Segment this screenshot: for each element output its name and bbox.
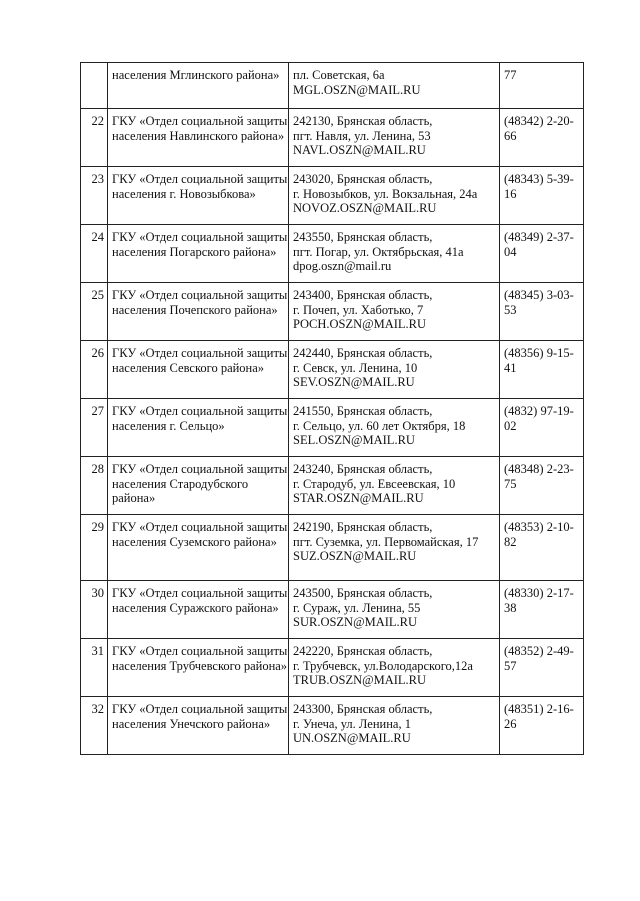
address-cell [289, 283, 500, 341]
address-cell-line: NAVL.OSZN@MAIL.RU [293, 143, 426, 157]
organization-cell-line: населения Трубчевского района» [112, 658, 288, 673]
address-cell-line: NOVOZ.OSZN@MAIL.RU [293, 201, 437, 215]
phone-cell-line: (48345) 3-03- [504, 288, 574, 302]
address-cell-line: 243020, Брянская область, [293, 172, 433, 186]
organization-cell-line: ГКУ «Отдел социальной защиты [112, 230, 288, 244]
organization-cell-line: ГКУ «Отдел социальной защиты [112, 586, 288, 600]
phone-cell-line: (48330) 2-17- [504, 586, 574, 600]
organization-cell-line: населения Мглинского района» [112, 68, 280, 82]
phone-cell-line: (48348) 2-23- [504, 462, 574, 476]
row-number: 22 [81, 109, 108, 167]
address-cell-line: SUZ.OSZN@MAIL.RU [293, 549, 417, 563]
organization-cell-line: ГКУ «Отдел социальной защиты [112, 172, 288, 186]
phone-cell-line: 53 [504, 302, 517, 317]
address-cell-line: 241550, Брянская область, [293, 404, 433, 418]
table-body [81, 63, 584, 755]
phone-cell [500, 341, 584, 399]
address-cell [289, 167, 500, 225]
organization-cell-line: населения Почепского района» [112, 302, 278, 317]
phone-cell [500, 639, 584, 697]
address-cell-line: 243550, Брянская область, [293, 230, 433, 244]
organization-cell-line: населения Суражского района» [112, 600, 279, 615]
phone-cell [500, 515, 584, 581]
table-row [81, 515, 584, 581]
organization-cell [108, 581, 289, 639]
table-row [81, 399, 584, 457]
organization-cell-line: ГКУ «Отдел социальной защиты [112, 288, 288, 302]
table-row [81, 639, 584, 697]
phone-cell-line: 26 [504, 716, 517, 731]
organization-cell-line: района» [112, 491, 156, 505]
organization-cell [108, 515, 289, 581]
address-cell-line: г. Трубчевск, ул.Володарского,12а [293, 658, 473, 673]
address-cell-line: SEL.OSZN@MAIL.RU [293, 433, 415, 447]
address-cell-line: dpog.oszn@mail.ru [293, 259, 392, 273]
address-cell-line: 242440, Брянская область, [293, 346, 433, 360]
row-number: 25 [81, 283, 108, 341]
phone-cell-line: (48342) 2-20- [504, 114, 574, 128]
table-row [81, 697, 584, 755]
phone-cell [500, 399, 584, 457]
organization-cell-line: ГКУ «Отдел социальной защиты [112, 644, 288, 658]
phone-cell-line: (48351) 2-16- [504, 702, 574, 716]
table-row [81, 581, 584, 639]
address-cell-line: STAR.OSZN@MAIL.RU [293, 491, 424, 505]
table-row [81, 109, 584, 167]
phone-cell-line: (48343) 5-39- [504, 172, 574, 186]
organization-cell-line: населения Суземского района» [112, 534, 277, 549]
organization-cell [108, 639, 289, 697]
table-row [81, 341, 584, 399]
address-cell-line: 242130, Брянская область, [293, 114, 433, 128]
organization-cell-line: ГКУ «Отдел социальной защиты [112, 520, 288, 534]
phone-cell-line: 57 [504, 658, 517, 673]
address-cell [289, 63, 500, 109]
organization-cell-line: населения Погарского района» [112, 244, 277, 259]
phone-cell-line: 02 [504, 418, 517, 433]
organization-cell-line: ГКУ «Отдел социальной защиты [112, 404, 288, 418]
organization-cell [108, 399, 289, 457]
address-cell-line: UN.OSZN@MAIL.RU [293, 731, 411, 745]
organization-cell-line: ГКУ «Отдел социальной защиты [112, 462, 288, 476]
organization-cell-line: населения г. Сельцо» [112, 418, 225, 433]
address-cell-line: TRUB.OSZN@MAIL.RU [293, 673, 427, 687]
address-cell [289, 399, 500, 457]
address-cell [289, 225, 500, 283]
organization-cell-line: ГКУ «Отдел социальной защиты [112, 114, 288, 128]
phone-cell-line: (48349) 2-37- [504, 230, 574, 244]
organization-cell-line: ГКУ «Отдел социальной защиты [112, 702, 288, 716]
address-cell-line: г. Стародуб, ул. Евсеевская, 10 [293, 476, 456, 491]
social-protection-offices-table [80, 62, 584, 755]
phone-cell-line: (48352) 2-49- [504, 644, 574, 658]
phone-cell [500, 581, 584, 639]
phone-cell-line: 66 [504, 128, 517, 143]
address-cell-line: пгт. Погар, ул. Октябрьская, 41а [293, 244, 464, 259]
phone-cell-line: (4832) 97-19- [504, 404, 574, 418]
organization-cell-line: населения Стародубского [112, 476, 249, 491]
table-row [81, 283, 584, 341]
address-cell [289, 457, 500, 515]
row-number: 26 [81, 341, 108, 399]
row-number: 31 [81, 639, 108, 697]
address-cell-line: MGL.OSZN@MAIL.RU [293, 82, 421, 97]
phone-cell-line: (48353) 2-10- [504, 520, 574, 534]
organization-cell-line: населения Унечского района» [112, 716, 271, 731]
row-number: 28 [81, 457, 108, 515]
address-cell [289, 341, 500, 399]
phone-cell [500, 225, 584, 283]
row-number: 24 [81, 225, 108, 283]
address-cell-line: г. Новозыбков, ул. Вокзальная, 24а [293, 186, 478, 201]
address-cell-line: г. Севск, ул. Ленина, 10 [293, 360, 418, 375]
organization-cell-line: населения Навлинского района» [112, 128, 285, 143]
phone-cell [500, 697, 584, 755]
organization-cell-line: населения г. Новозыбкова» [112, 186, 256, 201]
address-cell-line: 243500, Брянская область, [293, 586, 433, 600]
address-cell-line: г. Почеп, ул. Хаботько, 7 [293, 302, 424, 317]
phone-cell-line: 77 [504, 68, 517, 82]
address-cell [289, 639, 500, 697]
address-cell-line: пл. Советская, 6а [293, 68, 385, 82]
address-cell-line: г. Сураж, ул. Ленина, 55 [293, 600, 421, 615]
phone-cell [500, 109, 584, 167]
organization-cell [108, 341, 289, 399]
address-cell-line: 243300, Брянская область, [293, 702, 433, 716]
organization-cell [108, 63, 289, 109]
phone-cell-line: 75 [504, 476, 517, 491]
organization-cell-line: ГКУ «Отдел социальной защиты [112, 346, 288, 360]
phone-cell [500, 283, 584, 341]
address-cell-line: пгт. Суземка, ул. Первомайская, 17 [293, 534, 479, 549]
table-row [81, 63, 584, 109]
organization-cell [108, 109, 289, 167]
row-number [81, 63, 108, 109]
address-cell-line: 243240, Брянская область, [293, 462, 433, 476]
table-row [81, 457, 584, 515]
row-number: 23 [81, 167, 108, 225]
address-cell-line: SUR.OSZN@MAIL.RU [293, 615, 418, 629]
phone-cell [500, 63, 584, 109]
phone-cell-line: 16 [504, 186, 517, 201]
phone-cell [500, 457, 584, 515]
organization-cell [108, 697, 289, 755]
row-number: 30 [81, 581, 108, 639]
address-cell-line: SEV.OSZN@MAIL.RU [293, 375, 415, 389]
address-cell-line: POCH.OSZN@MAIL.RU [293, 317, 427, 331]
address-cell-line: пгт. Навля, ул. Ленина, 53 [293, 128, 431, 143]
address-cell-line: 243400, Брянская область, [293, 288, 433, 302]
table-row [81, 167, 584, 225]
organization-cell [108, 225, 289, 283]
row-number: 27 [81, 399, 108, 457]
address-cell-line: 242220, Брянская область, [293, 644, 433, 658]
address-cell [289, 697, 500, 755]
phone-cell-line: (48356) 9-15- [504, 346, 574, 360]
address-cell [289, 109, 500, 167]
table-row [81, 225, 584, 283]
address-cell [289, 515, 500, 581]
phone-cell [500, 167, 584, 225]
organization-cell [108, 283, 289, 341]
phone-cell-line: 82 [504, 534, 517, 549]
address-cell-line: г. Унеча, ул. Ленина, 1 [293, 716, 411, 731]
row-number: 32 [81, 697, 108, 755]
phone-cell-line: 38 [504, 600, 517, 615]
phone-cell-line: 04 [504, 244, 517, 259]
organization-cell [108, 457, 289, 515]
address-cell-line: 242190, Брянская область, [293, 520, 433, 534]
address-cell [289, 581, 500, 639]
phone-cell-line: 41 [504, 360, 517, 375]
organization-cell-line: населения Севского района» [112, 360, 265, 375]
address-cell-line: г. Сельцо, ул. 60 лет Октября, 18 [293, 418, 466, 433]
row-number: 29 [81, 515, 108, 581]
organization-cell [108, 167, 289, 225]
